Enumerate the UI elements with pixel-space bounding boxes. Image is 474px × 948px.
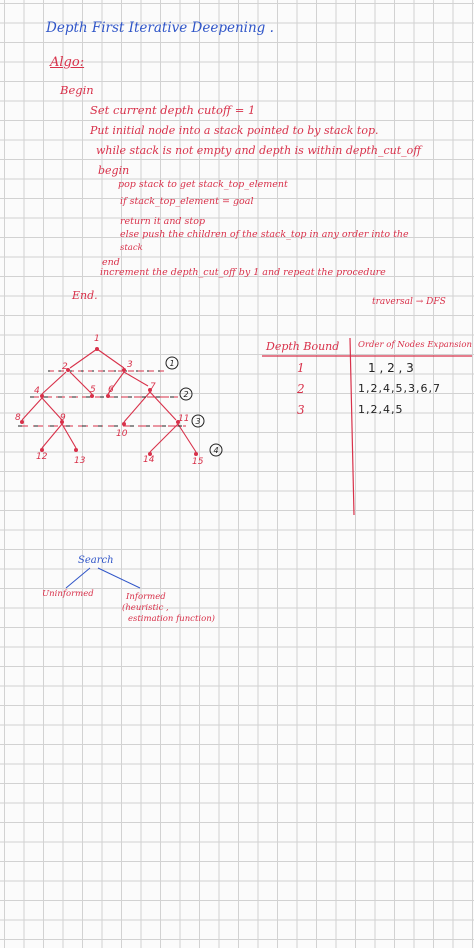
algo-line: Set current depth cutoff = 1 [90, 103, 256, 117]
table-header-order: Order of Nodes Expansion [358, 340, 472, 350]
algo-line: return it and stop [120, 216, 206, 227]
algo-line: pop stack to get stack_top_element [118, 179, 288, 190]
tree-edge [97, 349, 124, 368]
search-informed: Informed [126, 592, 166, 602]
table-cell-bound: 2 [297, 382, 305, 396]
tree-edge [42, 372, 66, 394]
table-column-rule [350, 338, 354, 515]
tree-node-label: 10 [116, 429, 128, 439]
algo-line: begin [98, 164, 130, 177]
search-informed-detail: (heuristic , [122, 603, 169, 613]
table-cell-bound: 3 [297, 403, 305, 417]
table-cell-bound: 1 [297, 361, 305, 375]
tree-edge [70, 349, 97, 368]
page-title: Depth First Iterative Deepening . [46, 20, 274, 36]
depth-level-label: 4 [213, 446, 219, 455]
algo-line: stack [120, 243, 143, 253]
algo-line: while stack is not empty and depth is within depth_cut_off [96, 144, 422, 157]
tree-node-label: 2 [62, 362, 68, 372]
tree-node-label: 1 [94, 334, 100, 344]
algo-line: increment the depth_cut_off by 1 and repeat the procedure [100, 267, 386, 278]
search-uninformed: Uninformed [42, 589, 94, 599]
tree-node-label: 7 [150, 382, 156, 392]
tree-edge [42, 424, 62, 448]
traversal-note: traversal → DFS [372, 297, 446, 307]
tree-edge [62, 424, 76, 448]
search-branch-line [98, 568, 140, 588]
table-header-bound: Depth Bound [266, 340, 340, 353]
tree-node-label: 4 [34, 386, 40, 396]
tree-edge [42, 398, 62, 420]
tree-edge [178, 424, 196, 452]
depth-level-label: 3 [195, 417, 201, 426]
tree-edge [70, 372, 92, 394]
depth-level-label: 2 [183, 390, 189, 399]
tree-node-label: 5 [90, 385, 96, 395]
tree-node-label: 11 [178, 414, 190, 424]
table-cell-order: 1,2,4,5 [358, 403, 404, 416]
tree-node-label: 3 [127, 360, 133, 370]
tree-node-label: 15 [192, 457, 204, 467]
depth-level-label: 1 [169, 359, 175, 368]
search-informed-detail: estimation function) [128, 614, 215, 624]
algo-line: Put initial node into a stack pointed to by stack top. [90, 124, 379, 137]
algo-heading: Algo: [50, 55, 85, 70]
algo-line: Begin [60, 83, 94, 97]
algo-line: if stack_top_element = goal [120, 196, 254, 207]
algo-line: else push the children of the stack_top in any order into the [120, 229, 409, 240]
tree-node-label: 13 [74, 456, 86, 466]
tree-edge [150, 424, 178, 452]
tree-node-label: 6 [108, 385, 114, 395]
table-cell-order: 1 , 2 , 3 [368, 361, 414, 375]
tree-node-label: 12 [36, 452, 48, 462]
algo-line: End. [72, 289, 98, 302]
tree-node-label: 9 [60, 413, 66, 423]
search-branch-line [66, 568, 90, 588]
algo-line: end [102, 257, 120, 268]
table-cell-order: 1,2,4,5,3,6,7 [358, 382, 441, 395]
tree-edge [22, 398, 42, 420]
tree-edge [124, 372, 148, 386]
tree-node-label: 8 [15, 413, 21, 423]
tree-node-label: 14 [143, 455, 155, 465]
tree-edge [150, 392, 176, 420]
search-root: Search [78, 555, 114, 566]
